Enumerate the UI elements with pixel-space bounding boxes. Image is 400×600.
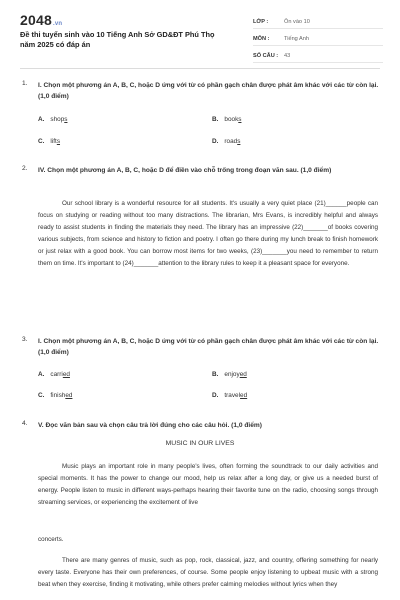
logo-suffix: .vn [52, 21, 63, 27]
option-underlined: s [64, 116, 68, 123]
option-label: C. [38, 392, 45, 399]
option-text: shop [50, 116, 65, 123]
exam-meta [253, 16, 383, 67]
meta-row-class [253, 16, 383, 29]
site-logo[interactable] [20, 12, 62, 28]
question-title: I. Chọn một phương án A, B, C, hoặc D ứng với từ có phần gạch chân được phát âm khác với các từ còn lại. (1,0 điểm) [38, 338, 379, 356]
option-underlined: ed [62, 371, 70, 378]
meta-row-count [253, 50, 383, 63]
option-text: enjoy [224, 371, 240, 378]
option-underlined: s [56, 138, 61, 145]
meta-key: MÔN : [253, 36, 270, 42]
question-number: 3. [22, 336, 28, 343]
option-text: lift [50, 138, 57, 145]
option-label: D. [212, 392, 219, 399]
meta-value: Ôn vào 10 [284, 19, 310, 25]
option-label: B. [212, 371, 219, 378]
passage-title: MUSIC IN OUR LIVES [165, 440, 235, 447]
option-text: road [224, 138, 238, 145]
cloze-passage: Our school library is a wonderful resource for all students. It's usually a very quiet place (21)______people can focus on studying or reading without too many distractions. The librarian, Mrs Evans, is incredibly helpful and always ready to assist students in finding the materials they need. The library has an impressive (22)_______of books covering various subjects, from science and history to fiction and poetry. I often go there during my lunch break to finish homework or just relax with a good book. You can borrow most items for two weeks, (23)_______you need to remember to return them on time. It's important to (24)_______attention to the library rules to keep it a pleasant space for everyone. [38, 200, 378, 267]
option-a[interactable] [38, 116, 67, 123]
question-number: 1. [22, 80, 28, 87]
option-a[interactable] [38, 371, 70, 378]
option-underlined: s [237, 138, 241, 145]
passage-paragraph-1-end: concerts. [38, 536, 64, 543]
page-header [0, 0, 400, 62]
option-d[interactable] [212, 138, 240, 145]
question-number: 2. [22, 165, 28, 172]
logo-text: 2048 [20, 12, 52, 28]
question-number: 4. [22, 420, 28, 427]
option-label: A. [38, 371, 45, 378]
option-text: book [224, 116, 239, 123]
option-d[interactable] [212, 392, 247, 399]
option-b[interactable] [212, 371, 247, 378]
meta-key: LỚP : [253, 19, 269, 25]
question-title: V. Đọc văn bản sau và chọn câu trả lời đúng cho các câu hỏi. (1,0 điểm) [38, 422, 262, 429]
option-underlined: ed [239, 371, 247, 378]
exam-title: Đề thi tuyển sinh vào 10 Tiếng Anh Sở GD&ĐT Phú Thọ năm 2025 có đáp án [20, 30, 215, 49]
option-label: C. [38, 138, 45, 145]
option-label: A. [38, 116, 45, 123]
meta-value: Tiếng Anh [284, 36, 309, 42]
option-text: finish [50, 392, 66, 399]
option-c[interactable] [38, 392, 72, 399]
option-label: D. [212, 138, 219, 145]
option-underlined: s [238, 116, 242, 123]
meta-value: 43 [284, 53, 291, 59]
option-b[interactable] [212, 116, 241, 123]
passage-paragraph-1: Music plays an important role in many people's lives, often forming the soundtrack to our daily activities and special moments. It has the power to change our mood, help us relax after a long day, or give us a needed burst of energy. People listen to music in different ways-perhaps hearing their favorite tune on the radio, choosing songs through streaming services, or experiencing the excitement of live [38, 463, 378, 506]
header-divider [20, 68, 380, 69]
meta-key: SỐ CÂU : [253, 53, 279, 59]
option-text: travel [224, 392, 241, 399]
option-underlined: ed [240, 392, 248, 399]
question-title: IV. Chọn một phương án A, B, C, hoặc D để điền vào chỗ trống trong đoạn văn sau. (1,0 điểm) [38, 167, 332, 174]
question-title: I. Chọn một phương án A, B, C, hoặc D ứng với từ có phần gạch chân được phát âm khác với các từ còn lại. (1,0 điểm) [38, 82, 379, 100]
passage-paragraph-2: There are many genres of music, such as pop, rock, classical, jazz, and country, offering something for nearly every taste. Everyone has their own preferences, of course. Some people enjoy listening to upbeat music with a strong beat when they exercise, finding it motivating, while others prefer calming melodies without lyrics when they [38, 557, 378, 588]
option-underlined: ed [65, 392, 73, 399]
option-c[interactable] [38, 138, 60, 145]
option-label: B. [212, 116, 219, 123]
option-text: carri [50, 371, 63, 378]
meta-row-subject [253, 33, 383, 46]
